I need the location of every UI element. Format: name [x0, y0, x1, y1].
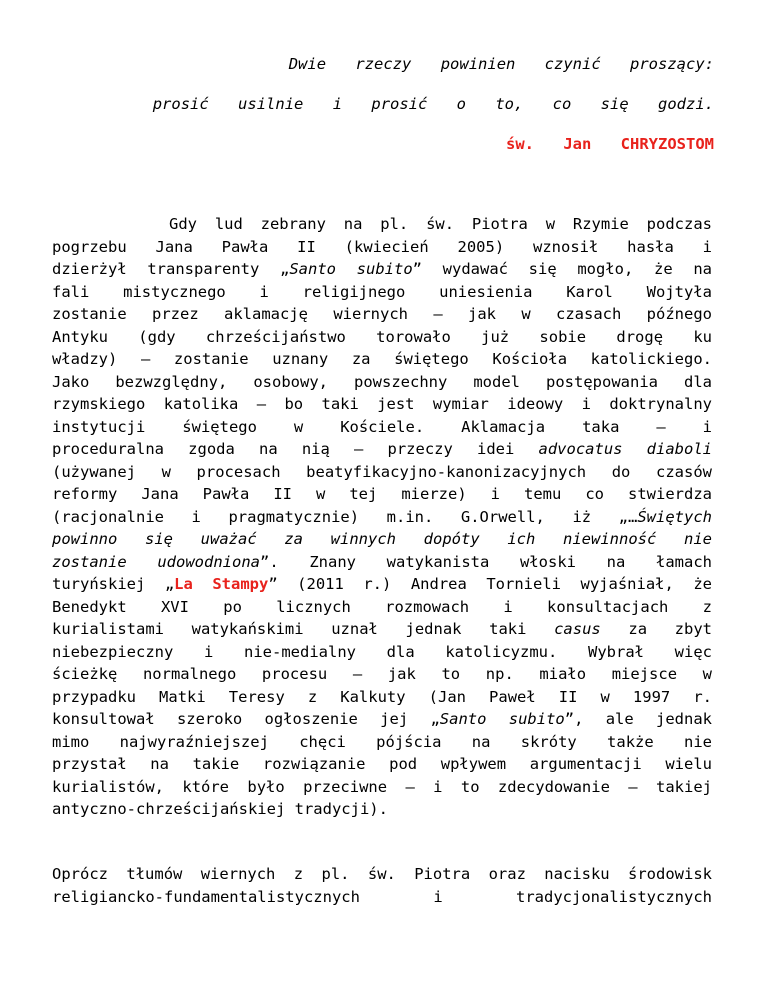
italic-phrase: casus — [554, 620, 601, 638]
text-line: reformy Jana Pawła II w tej mierze) i temu co stwierdza — [52, 485, 712, 503]
text-line: kurialistów, które było przeciwne – i to zdecydowanie – takiej — [52, 777, 712, 796]
italic-phrase: powinno się uważać za winnych dopóty ich niewinność nie — [52, 530, 712, 548]
text-line: antyczno-chrześcijańskiej tradycji). — [52, 800, 388, 818]
text-line: zostanie udowodniona”. Znany watykanista włoski na łamach — [52, 552, 712, 571]
text-line: Antyku (gdy chrześcijaństwo torowało już sobie drogę ku — [52, 327, 712, 346]
italic-phrase: zostanie udowodniona — [52, 552, 260, 571]
motto-line-2: prosić usilnie i prosić o to, co się godzi. — [152, 95, 714, 113]
text-line: Oprócz tłumów wiernych z pl. św. Piotra oraz nacisku środowisk — [52, 865, 712, 883]
text-line: proceduralna zgoda na nią – przeczy idei advocatus diaboli — [52, 440, 712, 458]
text-line: zostanie przez aklamację wiernych – jak w czasach późnego — [52, 305, 712, 323]
text-line: turyńskiej „La Stampy” (2011 r.) Andrea Tornieli wyjaśniał, że — [52, 575, 713, 593]
italic-phrase: Santo subito — [439, 710, 565, 728]
text-line: konsultował szeroko ogłoszenie jej „Santo subito”, ale jednak — [52, 710, 712, 728]
text-line: mimo najwyraźniejszej chęci pójścia na skróty także nie — [52, 732, 712, 751]
text-line — [52, 528, 712, 551]
text-line: rzymskiego katolika – bo taki jest wymiar ideowy i doktrynalny — [52, 395, 712, 413]
text-line: (racjonalnie i pragmatycznie) m.in. G.Orwell, iż „…Świętych — [52, 507, 712, 526]
newspaper-name: La Stampy — [174, 575, 269, 593]
text-line: pogrzebu Jana Pawła II (kwiecień 2005) wznosił hasła i — [52, 237, 712, 256]
text-line: fali mistycznego i religijnego uniesienia Karol Wojtyła — [52, 282, 712, 301]
text-line: przystał na takie rozwiązanie pod wpływem argumentacji wielu — [52, 755, 712, 773]
text-line: Benedykt XVI po licznych rozmowach i konsultacjach z — [52, 597, 712, 616]
motto-line-1: Dwie rzeczy powinien czynić proszący: — [288, 55, 714, 73]
text-line: Gdy lud zebrany na pl. św. Piotra w Rzymie podczas — [169, 215, 712, 233]
text-line: (używanej w procesach beatyfikacyjno-kanonizacyjnych do czasów — [52, 462, 712, 481]
italic-phrase: Świętych — [637, 507, 712, 526]
italic-phrase: advocatus diaboli — [538, 440, 712, 458]
paragraph-2 — [52, 863, 712, 908]
text-line: władzy) – zostanie uznany za świętego Kościoła katolickiego. — [52, 350, 712, 368]
text-line: Jako bezwzględny, osobowy, powszechny model postępowania dla — [52, 372, 712, 391]
text-line: dzierżył transparenty „Santo subito” wydawać się mogło, że na — [52, 260, 712, 278]
text-line: religiancko-fundamentalistycznych i tradycjonalistycznych — [52, 887, 712, 906]
italic-phrase: Santo subito — [289, 260, 413, 278]
text-line: ścieżkę normalnego procesu – jak to np. miało miejsce w — [52, 665, 712, 683]
text-line: przypadku Matki Teresy z Kalkuty (Jan Paweł II w 1997 r. — [52, 687, 712, 706]
text-line: kurialistami watykańskimi uznał jednak taki casus za zbyt — [52, 620, 712, 638]
text-line: instytucji świętego w Kościele. Aklamacja taka – i — [52, 417, 712, 436]
text-line: niebezpieczny i nie-medialny dla katolicyzmu. Wybrał więc — [52, 642, 712, 661]
paragraph-1 — [52, 213, 712, 821]
motto-author: św. Jan CHRYZOSTOM — [506, 135, 714, 153]
